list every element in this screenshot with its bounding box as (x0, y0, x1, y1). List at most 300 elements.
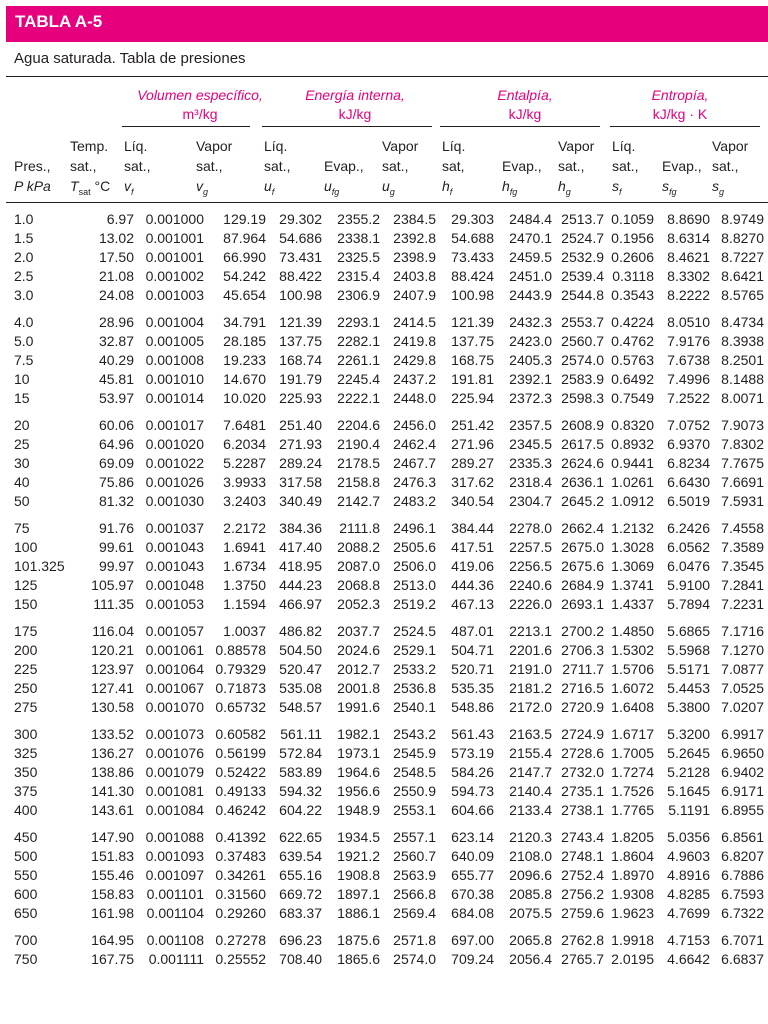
table-cell: 5.6865 (667, 623, 710, 639)
table-cell: 7.4996 (667, 371, 710, 387)
table-cell: 8.1488 (721, 371, 764, 387)
table-row (14, 820, 764, 847)
table-cell: 2563.9 (393, 867, 436, 883)
table-cell: 5.0356 (667, 829, 710, 845)
table-cell: 1875.6 (337, 932, 380, 948)
table-cell: 0.79329 (215, 661, 266, 677)
table-cell: 250 (14, 680, 38, 696)
table-cell: 1.6072 (611, 680, 654, 696)
table-cell: 0.001026 (145, 474, 204, 490)
table-cell: 0.001111 (148, 951, 204, 967)
table-cell: 2483.2 (393, 493, 436, 509)
table-cell: 350 (14, 764, 38, 780)
table-cell: 2759.6 (561, 905, 604, 921)
table-cell: 143.61 (91, 802, 134, 818)
table-cell: 2068.8 (337, 577, 380, 593)
table-cell: 1.8970 (611, 867, 654, 883)
table-cell: 29.302 (279, 211, 322, 227)
table-cell: 561.11 (280, 726, 322, 742)
table-cell: 2470.1 (509, 230, 552, 246)
table-cell: 1.7765 (611, 802, 654, 818)
table-cell: 225.94 (451, 390, 494, 406)
table-cell: 136.27 (91, 745, 134, 761)
table-cell: 8.8690 (667, 211, 710, 227)
table-row (14, 847, 764, 866)
table-cell: 20 (14, 417, 30, 433)
table-cell: 2735.1 (561, 783, 604, 799)
table-cell: 670.38 (451, 886, 494, 902)
table-cell: 1.5 (14, 230, 34, 246)
table-cell: 0.001008 (145, 352, 204, 368)
table-row (14, 389, 764, 408)
table-cell: 2325.5 (337, 249, 380, 265)
table-cell: 40 (14, 474, 30, 490)
table-cell: 2201.6 (509, 642, 552, 658)
col-header-hfg: Evap., $h_{fg}$ (502, 158, 542, 197)
table-cell: 0.29260 (215, 905, 266, 921)
table-cell: 141.30 (91, 783, 134, 799)
table-cell: 573.19 (451, 745, 494, 761)
table-cell: 2304.7 (509, 493, 552, 509)
table-subtitle: Agua saturada. Tabla de presiones (14, 50, 246, 67)
table-row (14, 351, 764, 370)
table-cell: 0.001004 (145, 314, 204, 330)
table-cell: 45.81 (98, 371, 134, 387)
table-cell: 2222.1 (337, 390, 380, 406)
table-cell: 2056.4 (509, 951, 552, 967)
table-cell: 2372.3 (509, 390, 552, 406)
table-cell: 0.001017 (145, 417, 204, 433)
table-cell: 1.6941 (223, 539, 266, 555)
table-cell: 8.6314 (667, 230, 710, 246)
table-cell: 138.86 (91, 764, 134, 780)
table-cell: 2108.0 (509, 848, 552, 864)
table-cell: 8.0071 (721, 390, 764, 406)
table-cell: 121.39 (451, 314, 494, 330)
table-cell: 123.97 (91, 661, 134, 677)
table-cell: 4.7153 (667, 932, 710, 948)
table-cell: 697.00 (451, 932, 494, 948)
table-cell: 2459.5 (509, 249, 552, 265)
table-row (14, 492, 764, 511)
table-cell: 2147.7 (509, 764, 552, 780)
table-cell: 7.9176 (667, 333, 710, 349)
table-cell: 2213.1 (509, 623, 552, 639)
table-cell: 7.3545 (721, 558, 764, 574)
table-cell: 271.96 (451, 436, 494, 452)
table-cell: 15 (14, 390, 30, 406)
col-header-hf: Líq. sat, $h_f$ (442, 138, 466, 197)
table-cell: 2392.1 (509, 371, 552, 387)
table-cell: 487.01 (451, 623, 494, 639)
table-cell: 6.0476 (667, 558, 710, 574)
table-cell: 101.325 (14, 558, 65, 574)
table-cell: 2448.0 (393, 390, 436, 406)
table-cell: 100 (14, 539, 38, 555)
table-cell: 2738.1 (561, 802, 604, 818)
table-cell: 8.4621 (667, 249, 710, 265)
table-cell: 2728.6 (561, 745, 604, 761)
table-cell: 88.422 (279, 268, 322, 284)
table-cell: 6.7593 (721, 886, 764, 902)
table-cell: 1.0261 (611, 474, 654, 490)
table-cell: 604.22 (279, 802, 322, 818)
table-cell: 100.98 (451, 287, 494, 303)
table-cell: 0.34261 (215, 867, 266, 883)
table-cell: 0.46242 (215, 802, 266, 818)
table-cell: 130.58 (91, 699, 134, 715)
table-cell: 4.7699 (667, 905, 710, 921)
table-cell: 2.0195 (611, 951, 654, 967)
table-row (14, 904, 764, 923)
table-row (14, 210, 764, 229)
table-cell: 0.001057 (145, 623, 204, 639)
table-cell: 28.96 (98, 314, 134, 330)
table-cell: 8.3938 (721, 333, 764, 349)
table-cell: 53.97 (98, 390, 134, 406)
table-cell: 6.6837 (721, 951, 764, 967)
table-cell: 1.5302 (611, 642, 654, 658)
table-cell: 147.90 (91, 829, 134, 845)
table-cell: 91.76 (98, 520, 134, 536)
table-cell: 2519.2 (393, 596, 436, 612)
table-row (14, 511, 764, 538)
table-cell: 2544.8 (561, 287, 604, 303)
table-cell: 7.1270 (721, 642, 764, 658)
table-cell: 1908.8 (337, 867, 380, 883)
table-cell: 340.54 (451, 493, 494, 509)
table-cell: 5.1645 (667, 783, 710, 799)
table-cell: 520.71 (451, 661, 494, 677)
table-cell: 54.686 (279, 230, 322, 246)
table-cell: 2524.7 (561, 230, 604, 246)
table-cell: 325 (14, 745, 38, 761)
table-cell: 2278.0 (509, 520, 552, 536)
table-cell: 2133.4 (509, 802, 552, 818)
table-cell: 191.79 (279, 371, 322, 387)
table-row (14, 370, 764, 389)
table-cell: 81.32 (98, 493, 134, 509)
table-cell: 1.8604 (611, 848, 654, 864)
table-cell: 5.3200 (667, 726, 710, 742)
table-cell: 2743.4 (561, 829, 604, 845)
table-row (14, 801, 764, 820)
table-cell: 137.75 (279, 333, 322, 349)
table-cell: 133.52 (91, 726, 134, 742)
table-cell: 2583.9 (561, 371, 604, 387)
table-cell: 8.3302 (667, 268, 710, 284)
table-cell: 1.7005 (611, 745, 654, 761)
table-cell: 0.001010 (145, 371, 204, 387)
table-cell: 0.8932 (611, 436, 654, 452)
table-cell: 2553.7 (561, 314, 604, 330)
table-cell: 8.9749 (721, 211, 764, 227)
table-cell: 3.9933 (223, 474, 266, 490)
table-cell: 1934.5 (337, 829, 380, 845)
table-cell: 150 (14, 596, 38, 612)
table-cell: 2724.9 (561, 726, 604, 742)
table-cell: 2675.0 (561, 539, 604, 555)
table-cell: 2496.1 (393, 520, 436, 536)
table-cell: 2204.6 (337, 417, 380, 433)
table-cell: 0.001014 (145, 390, 204, 406)
table-cell: 0.001001 (145, 249, 204, 265)
table-cell: 2560.7 (561, 333, 604, 349)
table-cell: 1.7526 (611, 783, 654, 799)
table-row (14, 435, 764, 454)
table-cell: 1.4337 (611, 596, 654, 612)
table-cell: 0.88578 (215, 642, 266, 658)
table-cell: 151.83 (91, 848, 134, 864)
table-cell: 161.98 (91, 905, 134, 921)
table-cell: 2662.4 (561, 520, 604, 536)
table-cell: 1.3741 (611, 577, 654, 593)
table-cell: 100.98 (279, 287, 322, 303)
table-cell: 2096.6 (509, 867, 552, 883)
table-cell: 2037.7 (337, 623, 380, 639)
table-cell: 8.0510 (667, 314, 710, 330)
table-cell: 0.001000 (145, 211, 204, 227)
table-cell: 2569.4 (393, 905, 436, 921)
table-cell: 1.6408 (611, 699, 654, 715)
table-cell: 5.7894 (667, 596, 710, 612)
table-cell: 2052.3 (337, 596, 380, 612)
table-cell: 0.001020 (145, 436, 204, 452)
table-cell: 8.2222 (667, 287, 710, 303)
table-cell: 2700.2 (561, 623, 604, 639)
table-cell: 2384.5 (393, 211, 436, 227)
table-cell: 2550.9 (393, 783, 436, 799)
table-cell: 289.24 (279, 455, 322, 471)
table-cell: 1.8205 (611, 829, 654, 845)
table-cell: 2574.0 (561, 352, 604, 368)
table-cell: 6.7071 (721, 932, 764, 948)
table-cell: 2645.2 (561, 493, 604, 509)
table-cell: 2513.7 (561, 211, 604, 227)
table-cell: 6.8561 (721, 829, 764, 845)
table-cell: 0.001030 (145, 493, 204, 509)
table-cell: 5.2645 (667, 745, 710, 761)
table-cell: 2024.6 (337, 642, 380, 658)
table-cell: 418.95 (279, 558, 322, 574)
table-cell: 64.96 (98, 436, 134, 452)
table-cell: 450 (14, 829, 38, 845)
table-cell: 0.001001 (145, 230, 204, 246)
table-cell: 5.4453 (667, 680, 710, 696)
table-cell: 5.1191 (668, 802, 710, 818)
col-header-vf: Líq. sat., $v_f$ (124, 138, 151, 197)
table-cell: 19.233 (223, 352, 266, 368)
table-cell: 2536.8 (393, 680, 436, 696)
table-row (14, 679, 764, 698)
table-cell: 1.1594 (223, 596, 266, 612)
table-cell: 2693.1 (561, 596, 604, 612)
table-cell: 684.08 (451, 905, 494, 921)
table-row (14, 557, 764, 576)
table-cell: 7.2841 (721, 577, 764, 593)
group-specific-volume: Volumen específico, m³/kg (137, 87, 263, 122)
table-cell: 2608.9 (561, 417, 604, 433)
table-cell: 2315.4 (337, 268, 380, 284)
table-cell: 669.72 (279, 886, 322, 902)
table-cell: 1973.1 (337, 745, 380, 761)
table-cell: 0.60582 (215, 726, 266, 742)
table-cell: 0.001081 (145, 783, 204, 799)
table-cell: 1.9623 (611, 905, 654, 921)
table-cell: 623.14 (451, 829, 494, 845)
table-cell: 0.71873 (215, 680, 266, 696)
table-cell: 2357.5 (509, 417, 552, 433)
table-cell: 2414.5 (393, 314, 436, 330)
table-cell: 300 (14, 726, 38, 742)
table-cell: 1.7274 (611, 764, 654, 780)
table-cell: 2720.9 (561, 699, 604, 715)
table-cell: 155.46 (91, 867, 134, 883)
table-cell: 1.2132 (611, 520, 654, 536)
table-cell: 2548.5 (393, 764, 436, 780)
table-cell: 129.19 (223, 211, 266, 227)
table-cell: 7.9073 (721, 417, 764, 433)
table-cell: 2529.1 (393, 642, 436, 658)
table-cell: 0.001108 (146, 932, 204, 948)
table-cell: 0.001097 (145, 867, 204, 883)
table-cell: 10 (14, 371, 30, 387)
table-cell: 7.1716 (721, 623, 764, 639)
table-cell: 0.001104 (146, 905, 204, 921)
table-cell: 225.93 (279, 390, 322, 406)
table-row (14, 614, 764, 641)
table-cell: 2245.4 (337, 371, 380, 387)
table-cell: 0.001101 (146, 886, 204, 902)
table-cell: 1.6717 (611, 726, 654, 742)
table-cell: 24.08 (98, 287, 134, 303)
table-cell: 0.49133 (215, 783, 266, 799)
table-cell: 1948.9 (337, 802, 380, 818)
table-cell: 2178.5 (337, 455, 380, 471)
table-cell: 10.020 (223, 390, 266, 406)
table-cell: 683.37 (279, 905, 322, 921)
table-cell: 75.86 (98, 474, 134, 490)
table-cell: 1956.6 (337, 783, 380, 799)
table-cell: 2557.1 (393, 829, 436, 845)
col-header-sg: Vapor sat., $s_g$ (712, 138, 749, 197)
top-rule (6, 76, 768, 77)
table-cell: 2191.0 (509, 661, 552, 677)
table-cell: 1.4850 (611, 623, 654, 639)
table-cell: 0.65732 (215, 699, 266, 715)
table-cell: 0.001073 (145, 726, 204, 742)
table-cell: 0.7549 (611, 390, 654, 406)
table-cell: 2140.4 (509, 783, 552, 799)
table-row (14, 698, 764, 717)
table-cell: 7.6738 (667, 352, 710, 368)
table-cell: 73.431 (279, 249, 322, 265)
table-cell: 572.84 (279, 745, 322, 761)
table-cell: 419.06 (451, 558, 494, 574)
table-cell: 655.77 (451, 867, 494, 883)
table-cell: 417.51 (451, 539, 494, 555)
table-row (14, 267, 764, 286)
table-cell: 251.40 (279, 417, 322, 433)
table-cell: 4.6642 (667, 951, 710, 967)
table-cell: 2765.7 (561, 951, 604, 967)
table-cell: 5.3800 (667, 699, 710, 715)
table-cell: 7.7675 (721, 455, 764, 471)
table-cell: 2624.6 (561, 455, 604, 471)
table-cell: 6.9402 (721, 764, 764, 780)
table-cell: 0.1059 (611, 211, 654, 227)
table-cell: 2306.9 (337, 287, 380, 303)
table-cell: 164.95 (91, 932, 134, 948)
table-cell: 1886.1 (337, 905, 380, 921)
table-cell: 0.4224 (611, 314, 654, 330)
table-cell: 175 (14, 623, 38, 639)
table-cell: 2111.8 (339, 520, 380, 536)
table-cell: 486.82 (279, 623, 322, 639)
table-cell: 0.001048 (145, 577, 204, 593)
table-cell: 2533.2 (393, 661, 436, 677)
group-rule-enthalpy (440, 126, 600, 127)
table-cell: 0.4762 (611, 333, 654, 349)
table-cell: 2684.9 (561, 577, 604, 593)
table-cell: 650 (14, 905, 38, 921)
table-cell: 2476.3 (393, 474, 436, 490)
table-cell: 168.75 (451, 352, 494, 368)
table-cell: 275 (14, 699, 38, 715)
table-cell: 467.13 (451, 596, 494, 612)
table-cell: 0.6492 (611, 371, 654, 387)
table-cell: 21.08 (98, 268, 134, 284)
table-cell: 0.2606 (611, 249, 654, 265)
table-cell: 2484.4 (509, 211, 552, 227)
table-cell: 0.001002 (145, 268, 204, 284)
table-cell: 3.0 (14, 287, 34, 303)
table-cell: 2506.0 (393, 558, 436, 574)
table-cell: 2467.7 (393, 455, 436, 471)
table-cell: 8.5765 (721, 287, 764, 303)
table-cell: 2462.4 (393, 436, 436, 452)
col-header-hg: Vapor sat., $h_g$ (558, 138, 595, 197)
table-cell: 54.688 (451, 230, 494, 246)
table-cell: 2456.0 (393, 417, 436, 433)
table-cell: 1.0912 (611, 493, 654, 509)
table-cell: 6.2034 (223, 436, 266, 452)
table-cell: 750 (14, 951, 38, 967)
table-cell: 2419.8 (393, 333, 436, 349)
table-cell: 1.0 (14, 211, 34, 227)
table-cell: 191.81 (451, 371, 494, 387)
table-cell: 2075.5 (509, 905, 552, 921)
table-cell: 2318.4 (509, 474, 552, 490)
table-cell: 88.424 (451, 268, 494, 284)
table-cell: 548.86 (451, 699, 494, 715)
table-cell: 2543.2 (393, 726, 436, 742)
table-cell: 0.001005 (145, 333, 204, 349)
table-cell: 2087.0 (337, 558, 380, 574)
table-cell: 655.16 (279, 867, 322, 883)
table-row (14, 866, 764, 885)
table-cell: 7.8302 (721, 436, 764, 452)
table-cell: 639.54 (279, 848, 322, 864)
table-cell: 17.50 (98, 249, 134, 265)
table-cell: 2181.2 (509, 680, 552, 696)
col-header-uf: Líq. sat., $u_f$ (264, 138, 291, 197)
table-cell: 2398.9 (393, 249, 436, 265)
table-cell: 1982.1 (337, 726, 380, 742)
group-internal-energy: Energía interna, kJ/kg (305, 87, 405, 122)
table-cell: 4.0 (14, 314, 34, 330)
table-cell: 0.001022 (145, 455, 204, 471)
